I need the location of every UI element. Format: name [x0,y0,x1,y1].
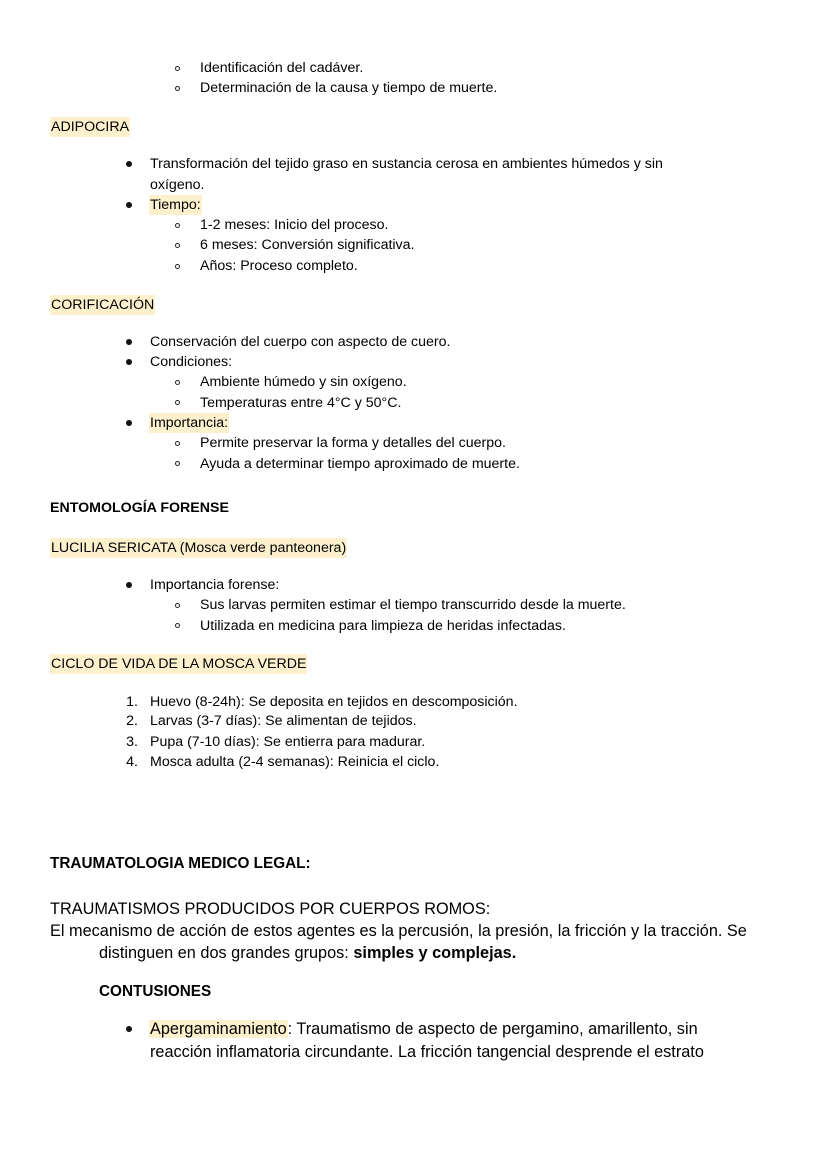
bullet-icon [126,161,132,167]
adipocira-tiempo-item: Años: Proceso completo. [200,258,358,274]
corificacion-importancia-label: Importancia: [150,415,229,431]
bullet-icon [126,339,132,345]
circle-bullet-icon [175,264,180,269]
bullet-icon [126,420,132,426]
list-number: 3. [126,734,138,750]
corificacion-condicion-item: Ambiente húmedo y sin oxígeno. [200,374,407,390]
corificacion-condiciones-label: Condiciones: [150,354,233,370]
list-number: 1. [126,694,138,710]
circle-bullet-icon [175,441,180,446]
circle-bullet-icon [175,461,180,466]
contusiones-heading: CONTUSIONES [99,983,212,1000]
bullet-icon [126,1026,132,1032]
circle-bullet-icon [175,243,180,248]
apergaminamiento-line2: reacción inflamatoria circundante. La fricción tangencial desprende el estrato [150,1043,704,1061]
section-heading-traumatologia: TRAUMATOLOGIA MEDICO LEGAL: [50,855,311,872]
intro-item: Determinación de la causa y tiempo de muerte. [200,80,498,96]
adipocira-tiempo-item: 1-2 meses: Inicio del proceso. [200,217,389,233]
bullet-icon [126,359,132,365]
corificacion-importancia-item: Ayuda a determinar tiempo aproximado de muerte. [200,456,520,472]
para-bold-text: simples y complejas. [353,944,517,962]
bullet-icon [126,202,132,208]
list-number: 4. [126,754,138,770]
ciclo-item: Larvas (3-7 días): Se alimentan de tejidos. [150,713,417,729]
traumatismos-subheading: TRAUMATISMOS PRODUCIDOS POR CUERPOS ROMOS: [50,900,491,918]
apergaminamiento-term: Apergaminamiento [150,1020,287,1038]
section-heading-corificacion: CORIFICACIÓN [51,297,155,313]
apergaminamiento-line1 [149,1018,698,1040]
section-heading-adipocira: ADIPOCIRA [51,119,130,135]
traumatismos-para-line2 [99,942,516,964]
corificacion-condicion-item: Temperaturas entre 4°C y 50°C. [200,395,402,411]
circle-bullet-icon [175,400,180,405]
circle-bullet-icon [175,623,180,628]
traumatismos-para-line1: El mecanismo de acción de estos agentes es la percusión, la presión, la fricción y la tracción. Se [50,922,747,940]
circle-bullet-icon [175,86,180,91]
circle-bullet-icon [175,223,180,228]
apergaminamiento-desc: : Traumatismo de aspecto de pergamino, amarillento, sin [287,1020,698,1038]
entomologia-importancia-item: Sus larvas permiten estimar el tiempo transcurrido desde la muerte. [200,597,626,613]
ciclo-item: Mosca adulta (2-4 semanas): Reinicia el ciclo. [150,754,440,770]
corificacion-item: Conservación del cuerpo con aspecto de cuero. [150,334,451,350]
entomologia-importancia-item: Utilizada en medicina para limpieza de heridas infectadas. [200,618,566,634]
section-heading-entomologia: ENTOMOLOGÍA FORENSE [50,500,229,516]
circle-bullet-icon [175,66,180,71]
para-text: distinguen en dos grandes grupos: [99,944,354,962]
bullet-icon [126,582,132,588]
adipocira-tiempo-label: Tiempo: [150,197,201,213]
intro-item: Identificación del cadáver. [200,60,364,76]
adipocira-desc-line2: oxígeno. [150,177,205,193]
list-number: 2. [126,713,138,729]
adipocira-tiempo-item: 6 meses: Conversión significativa. [200,237,415,253]
circle-bullet-icon [175,380,180,385]
adipocira-desc-line1: Transformación del tejido graso en sustancia cerosa en ambientes húmedos y sin [150,156,663,172]
ciclo-item: Pupa (7-10 días): Se entierra para madurar. [150,734,426,750]
ciclo-heading: CICLO DE VIDA DE LA MOSCA VERDE [51,656,307,672]
lucilia-heading: LUCILIA SERICATA (Mosca verde panteonera) [51,540,347,556]
circle-bullet-icon [175,603,180,608]
ciclo-item: Huevo (8-24h): Se deposita en tejidos en descomposición. [150,694,518,710]
corificacion-importancia-item: Permite preservar la forma y detalles del cuerpo. [200,435,506,451]
entomologia-importancia-label: Importancia forense: [150,577,280,593]
